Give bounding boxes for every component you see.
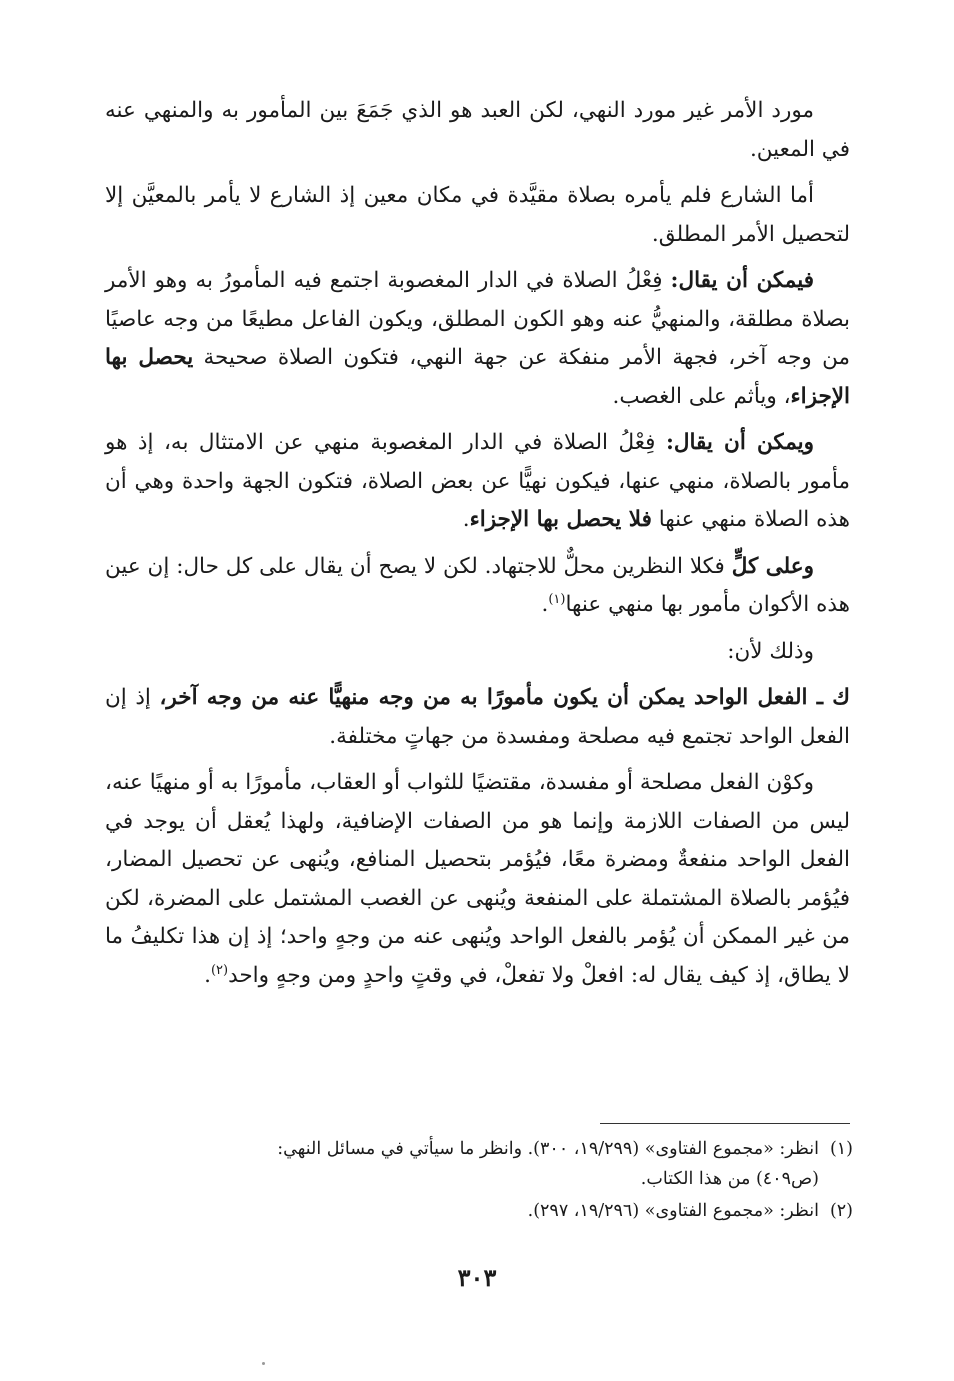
paragraph-6-text: وذلك لأن: xyxy=(727,638,814,664)
rule-paragraph xyxy=(105,679,850,756)
paragraph-1 xyxy=(105,92,850,169)
rule-statement: ك ـ الفعل الواحد يمكن أن يكون مأمورًا به من وجه منهيًّا عنه من وجه آخر، xyxy=(159,685,850,710)
paragraph-3 xyxy=(105,262,850,416)
paragraph-1-text: مورد الأمر غير مورد النهي، لكن العبد هو الذي جَمَعَ بين المأمور به والمنهي عنه في المعين. xyxy=(105,98,850,162)
footnote-2 xyxy=(118,1196,853,1226)
scan-speck xyxy=(262,1362,265,1365)
paragraph-4 xyxy=(105,424,850,540)
paragraph-4-tail: . xyxy=(462,507,470,532)
footnote-2-number: (٢) xyxy=(829,1201,853,1221)
footnote-1 xyxy=(118,1134,853,1194)
paragraph-5 xyxy=(105,548,850,625)
rule-paragraph-text: إذ إن الفعل الواحد تجتمع فيه مصلحة ومفسدة من جهاتٍ مختلفة. xyxy=(105,685,850,749)
paragraph-8-text: وكوْن الفعل مصلحة أو مفسدة، مقتضيًا للثواب أو العقاب، مأمورًا به أو منهيًا عنه، ليس من الصفات اللازمة وإنما هو من الصفات الإضافية، ولهذا يُعقل أن يوجد في الفعل الواحد منفعةٌ ومضرة معًا، فيُؤمر بتحصيل المنافع، ويُنهى عن تحصيل المضار، فيُؤمر بالصلاة المشتملة على المنفعة ويُنهى عن الغصب المشتمل على المضرة، لكن من غير الممكن أن يُؤمر بالفعل الواحد ويُنهى عنه من وجهٍ واحد؛ إذ إن هذا تكليفُ ما لا يطاق، إذ كيف يقال له: افعلْ ولا تفعلْ، في وقتٍ واحدٍ ومن وجهٍ واحد xyxy=(105,770,850,988)
paragraph-3-bold: يحصل بها الإجزاء xyxy=(105,345,850,409)
paragraph-5-text: فكلا النظرين محلٌّ للاجتهاد. لكن لا يصح أن يقال على كل حال: إن عين هذه الأكوان مأمور بها منهي عنها xyxy=(105,553,850,617)
paragraph-4-text: فِعْلُ الصلاة في الدار المغصوبة منهي عن الامتثال به، إذ هو مأمور بالصلاة، منهي عنها، فيكون نهيًّا عن بعض الصلاة، فتكون الجهة واحدة وهي أن هذه الصلاة منهي عنها xyxy=(105,430,850,532)
page-body xyxy=(105,92,850,1003)
paragraph-8-tail: . xyxy=(204,962,211,988)
paragraph-8 xyxy=(105,764,850,995)
paragraph-2-text: أما الشارع فلم يأمره بصلاة مقيَّدة في مكان معين إذ الشارع لا يأمر بالمعيَّن إلا لتحصيل الأمر المطلق. xyxy=(105,183,850,247)
paragraph-3-text: فِعْلُ الصلاة في الدار المغصوبة اجتمع فيه المأمورُ به وهو الأمر بصلاة مطلقة، والمنهيُّ عنه وهو الكون المطلق، ويكون الفاعل مطيعًا من وجه عاصيًا من وجه آخر، فجهة الأمر منفكة عن جهة النهي، فتكون الصلاة صحيحة xyxy=(105,268,850,370)
footnote-2-text: انظر: «مجموع الفتاوى» (١٩/٢٩٦، ٢٩٧). xyxy=(527,1201,819,1221)
footnote-ref-2[interactable]: (٢) xyxy=(210,962,229,978)
page-number: ٣٠٣ xyxy=(457,1263,497,1292)
footnote-divider xyxy=(600,1123,850,1124)
paragraph-6 xyxy=(105,633,850,672)
paragraph-2 xyxy=(105,177,850,254)
footnote-ref-1[interactable]: (١) xyxy=(548,591,566,607)
paragraph-3-tail: ، ويأثم على الغصب. xyxy=(612,383,791,409)
footnote-1-text: انظر: «مجموع الفتاوى» (١٩/٢٩٩، ٣٠٠). وانظر ما سيأتي في مسائل النهي: xyxy=(277,1139,819,1159)
paragraph-5-tail: . xyxy=(541,592,549,617)
footnotes xyxy=(118,1134,853,1228)
paragraph-3-lead: فيمكن أن يقال: xyxy=(670,268,814,293)
footnote-1-number: (١) xyxy=(829,1139,853,1159)
paragraph-4-bold: فلا يحصل بها الإجزاء xyxy=(469,507,652,532)
footnote-1-continuation: (ص٤٠٩) من هذا الكتاب. xyxy=(640,1169,819,1189)
paragraph-5-lead: وعلى كلٍّ xyxy=(731,553,814,579)
paragraph-4-lead: ويمكن أن يقال: xyxy=(665,430,814,455)
